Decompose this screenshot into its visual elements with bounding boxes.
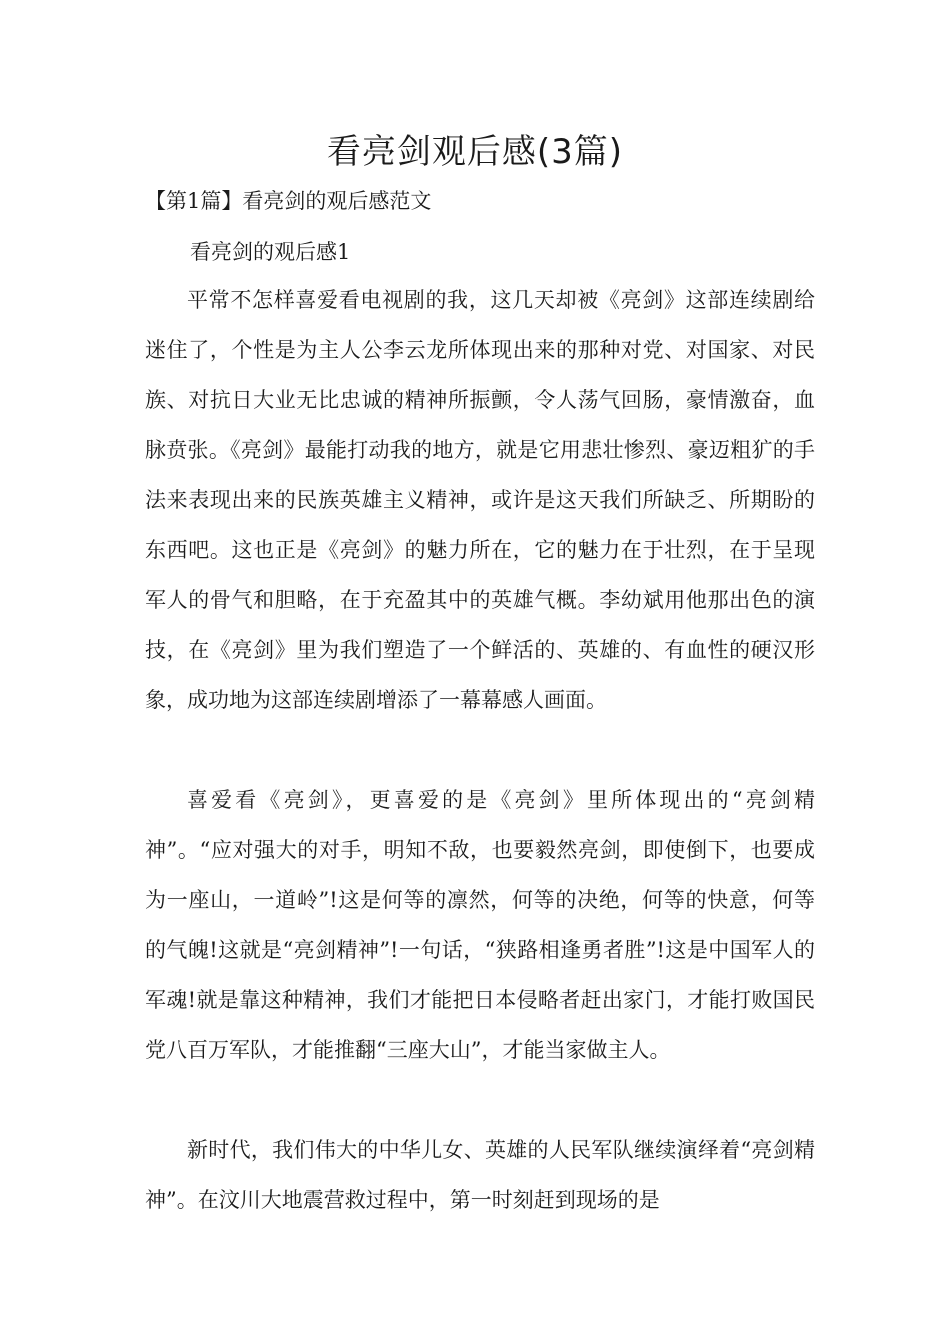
body-paragraph-3: 新时代，我们伟大的中华儿女、英雄的人民军队继续演绎着“亮剑精神”。在汶川大地震营救过程中，第一时刻赶到现场的是 [145, 1138, 815, 1212]
body-paragraph-1: 平常不怎样喜爱看电视剧的我，这几天却被《亮剑》这部连续剧给迷住了，个性是为主人公李云龙所体现出来的那种对党、对国家、对民族、对抗日大业无比忠诚的精神所振颤，令人荡气回肠，豪情激奋，血脉贲张。《亮剑》最能打动我的地方，就是它用悲壮惨烈、豪迈粗犷的手法来表现出来的民族英雄主义精神，或许是这天我们所缺乏、所期盼的东西吧。这也正是《亮剑》的魅力所在，它的魅力在于壮烈，在于呈现军人的骨气和胆略，在于充盈其中的英雄气概。李幼斌用他那出色的演技，在《亮剑》里为我们塑造了一个鲜活的、英雄的、有血性的硬汉形象，成功地为这部连续剧增添了一幕幕感人画面。 [145, 288, 815, 712]
sub-heading: 看亮剑的观后感1 [190, 240, 351, 264]
body-paragraph-2: 喜爱看《亮剑》，更喜爱的是《亮剑》里所体现出的“亮剑精神”。“应对强大的对手，明知不敌，也要毅然亮剑，即使倒下，也要成为一座山，一道岭”!这是何等的凛然，何等的决绝，何等的快意，何等的气魄!这就是“亮剑精神”!一句话，“狭路相逢勇者胜”!这是中国军人的军魂!就是靠这种精神，我们才能把日本侵略者赶出家门，才能打败国民党八百万军队，才能推翻“三座大山”，才能当家做主人。 [145, 788, 815, 1062]
section-heading: 【第1篇】看亮剑的观后感范文 [145, 189, 432, 213]
document-title: 看亮剑观后感(3篇) [326, 132, 624, 172]
